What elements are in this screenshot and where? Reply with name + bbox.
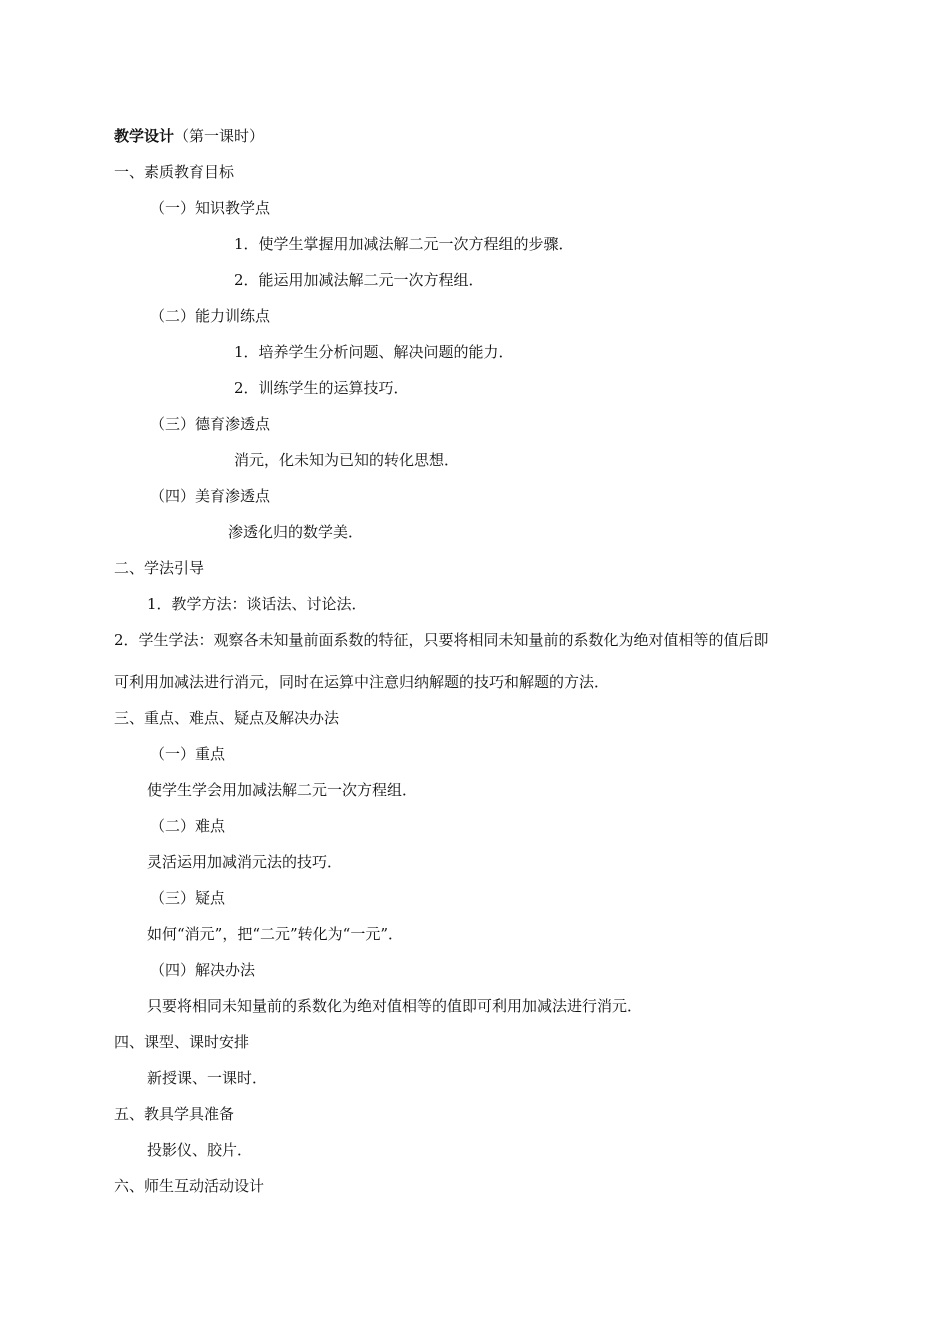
section-3-sub-4-heading: （四）解决办法	[150, 961, 256, 979]
section-2-item-2-line-2: 可利用加减法进行消元，同时在运算中注意归纳解题的技巧和解题的方法．	[114, 673, 610, 691]
section-2-heading: 二、学法引导	[114, 559, 205, 577]
section-1-sub-1-heading: （一）知识教学点	[150, 199, 271, 217]
section-1-sub-2-item-1: 1．培养学生分析问题、解决问题的能力．	[234, 343, 514, 361]
section-3-sub-4-text: 只要将相同未知量前的系数化为绝对值相等的值即可利用加减法进行消元．	[147, 997, 643, 1015]
section-1-sub-2-heading: （二）能力训练点	[150, 307, 271, 325]
section-3-sub-3-heading: （三）疑点	[150, 889, 226, 907]
title-main: 教学设计	[114, 127, 175, 145]
section-1-sub-4-text: 渗透化归的数学美．	[228, 523, 364, 541]
section-1-sub-2-item-2: 2．训练学生的运算技巧．	[234, 379, 409, 397]
document-title	[114, 126, 264, 146]
section-2-item-2-line-1: 2．学生学法：观察各未知量前面系数的特征，只要将相同未知量前的系数化为绝对值相等的值后即	[114, 631, 769, 649]
section-3-sub-1-heading: （一）重点	[150, 745, 226, 763]
section-1-sub-1-item-2: 2．能运用加减法解二元一次方程组．	[234, 271, 484, 289]
section-5-text: 投影仪、胶片．	[147, 1141, 253, 1159]
section-3-sub-3-text: 如何“消元”，把“二元”转化为“一元”．	[147, 925, 404, 943]
section-3-sub-2-text: 灵活运用加减消元法的技巧．	[147, 853, 343, 871]
section-4-heading: 四、课型、课时安排	[114, 1033, 250, 1051]
section-5-heading: 五、教具学具准备	[114, 1105, 235, 1123]
section-1-sub-3-text: 消元，化未知为已知的转化思想．	[234, 451, 460, 469]
section-3-sub-2-heading: （二）难点	[150, 817, 226, 835]
section-2-item-1: 1．教学方法：谈话法、讨论法．	[147, 595, 367, 613]
title-suffix: （第一课时）	[174, 127, 265, 145]
section-4-text: 新授课、一课时．	[147, 1069, 268, 1087]
section-1-sub-1-item-1: 1．使学生掌握用加减法解二元一次方程组的步骤．	[234, 235, 574, 253]
section-6-heading: 六、师生互动活动设计	[114, 1177, 265, 1195]
section-1-sub-4-heading: （四）美育渗透点	[150, 487, 271, 505]
section-1-heading: 一、素质教育目标	[114, 163, 235, 181]
section-3-heading: 三、重点、难点、疑点及解决办法	[114, 709, 340, 727]
section-1-sub-3-heading: （三）德育渗透点	[150, 415, 271, 433]
section-3-sub-1-text: 使学生学会用加减法解二元一次方程组．	[147, 781, 418, 799]
